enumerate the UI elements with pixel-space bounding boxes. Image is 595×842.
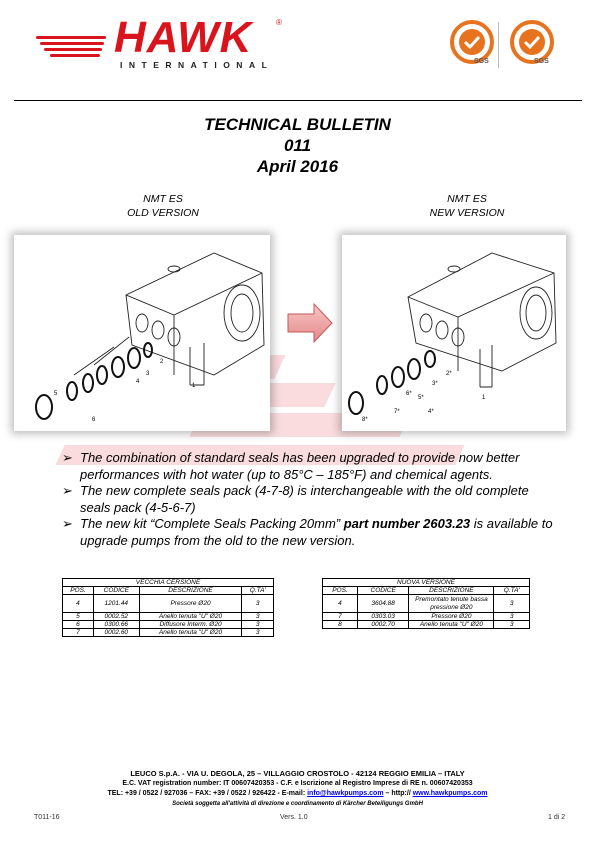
col-header: Q.TA' xyxy=(242,587,274,595)
callout-label: 4* xyxy=(428,409,434,415)
callout-label: 8* xyxy=(362,417,368,423)
footer-vat: E.C. VAT registration number: IT 00607420353 - C.F. e Iscrizione al Registro Imprese di RE n. 00607420353 xyxy=(122,780,473,787)
cell: Anello tenuta "U" Ø20 xyxy=(139,629,242,637)
cell: 3 xyxy=(242,629,274,637)
doc-code: T011-16 xyxy=(34,814,60,821)
bullet-item xyxy=(62,450,562,483)
callout-label: 5* xyxy=(418,395,424,401)
website-link[interactable]: www.hawkpumps.com xyxy=(412,790,488,797)
callout-label: 6* xyxy=(406,391,412,397)
new-version-table xyxy=(322,578,530,629)
email-link[interactable]: info@hawkpumps.com xyxy=(307,790,384,797)
bulletin-title: TECHNICAL BULLETIN xyxy=(204,115,391,134)
bullet-item xyxy=(62,483,562,516)
cell: 3 xyxy=(494,613,530,621)
col-header: POS. xyxy=(323,587,358,595)
old-model: NMT ES xyxy=(143,193,183,205)
cell: Anello tenuta "U" Ø20 xyxy=(409,621,494,629)
bullet-arrow-icon: ➢ xyxy=(62,483,73,498)
cell: 1201.44 xyxy=(93,595,139,613)
registered-mark: ® xyxy=(276,18,282,27)
header-rule xyxy=(14,100,582,101)
table-row xyxy=(323,613,530,621)
bullet-item xyxy=(62,516,562,549)
upgrade-arrow-icon xyxy=(286,302,334,344)
table-caption: VECCHIA CERSIONE xyxy=(63,579,274,587)
old-version-caption xyxy=(88,192,238,220)
bullet-text: The combination of standard seals has been upgraded to provide now better performances with hot water (up to 85°C – 185°F) and chemical agents. xyxy=(80,450,520,482)
badge-divider xyxy=(498,22,499,68)
cell: 3 xyxy=(494,621,530,629)
iso-cert-badge-2 xyxy=(506,18,558,68)
callout-label: 5 xyxy=(54,391,58,397)
cell: 3 xyxy=(242,613,274,621)
cell: Diffusore Interm. Ø20 xyxy=(139,621,242,629)
callout-label: 2* xyxy=(446,371,452,377)
cell: 4 xyxy=(63,595,94,613)
callout-label: 6 xyxy=(92,417,96,423)
callout-label: 1 xyxy=(192,383,196,389)
cell: 7 xyxy=(323,613,358,621)
speed-lines-graphic xyxy=(36,36,110,60)
col-header: POS. xyxy=(63,587,94,595)
callout-label: 1 xyxy=(482,395,486,401)
bullet-list xyxy=(62,450,562,549)
iso-cert-badge-1 xyxy=(446,18,498,68)
cell: 3 xyxy=(242,595,274,613)
col-header: CODICE xyxy=(93,587,139,595)
cell: 7 xyxy=(63,629,94,637)
cell: 8 xyxy=(323,621,358,629)
table-caption: NUOVA VERSIONE xyxy=(323,579,530,587)
hawk-logo xyxy=(36,14,286,72)
col-header: DESCRIZIONE xyxy=(139,587,242,595)
bulletin-number: 011 xyxy=(283,136,312,155)
bullet-text: The new kit “Complete Seals Packing 20mm” xyxy=(80,516,344,531)
callout-label: 3 xyxy=(146,371,150,377)
old-pump-drawing xyxy=(14,235,270,431)
new-version-caption xyxy=(392,192,542,220)
sgs-label: SGS xyxy=(474,58,489,65)
new-model: NMT ES xyxy=(447,193,487,205)
bullet-text: The new complete seals pack (4-7-8) is interchangeable with the old complete seals pack (4-5-6-7) xyxy=(80,483,529,515)
table-row xyxy=(63,595,274,613)
table-row xyxy=(323,621,530,629)
cell: Pressore Ø20 xyxy=(139,595,242,613)
page-number: 1 di 2 xyxy=(548,814,566,821)
old-label: OLD VERSION xyxy=(127,207,199,219)
part-number: part number 2603.23 xyxy=(343,516,471,531)
cell: Pressore Ø20 xyxy=(409,613,494,621)
cell: Premontato tenute bassa pressione Ø20 xyxy=(409,595,494,613)
cell: 0300.66 xyxy=(93,621,139,629)
callout-label: 7* xyxy=(394,409,400,415)
table-row xyxy=(63,621,274,629)
callout-label: 3* xyxy=(432,381,438,387)
cell: 3604.88 xyxy=(357,595,408,613)
cell: Anello tenuta "U" Ø20 xyxy=(139,613,242,621)
certification-icon xyxy=(446,18,498,68)
footer-phone: TEL: +39 / 0522 / 927036 – FAX: +39 / 0522 / 926422 - E-mail: xyxy=(107,790,308,797)
new-label: NEW VERSION xyxy=(429,207,505,219)
col-header: DESCRIZIONE xyxy=(409,587,494,595)
col-header: Q.TA' xyxy=(494,587,530,595)
footer-http: – http:// xyxy=(383,790,413,797)
sgs-label: SGS xyxy=(534,58,549,65)
doc-version: Vers. 1.0 xyxy=(280,814,308,821)
bulletin-date: April 2016 xyxy=(256,157,339,176)
logo-wordmark: HAWK xyxy=(114,13,253,62)
table-row xyxy=(323,595,530,613)
footer-company: LEUCO S.p.A. - VIA U. DEGOLA, 25 – VILLAGGIO CROSTOLO - 42124 REGGIO EMILIA – ITALY xyxy=(130,769,465,778)
pump-exploded-view xyxy=(14,235,270,431)
cell: 0303.03 xyxy=(357,613,408,621)
bullet-text: is available to upgrade pumps from the old to the new version. xyxy=(80,516,553,548)
cell: 4 xyxy=(323,595,358,613)
footer-parent-company: Società soggetta all'attività di direzione e coordinamento di Kärcher Beteiligungs GmbH xyxy=(172,801,423,807)
bullet-arrow-icon: ➢ xyxy=(62,516,73,531)
col-header: CODICE xyxy=(357,587,408,595)
bullet-arrow-icon: ➢ xyxy=(62,450,73,465)
pump-exploded-view xyxy=(342,235,566,431)
callout-label: 2 xyxy=(160,359,164,365)
cell: 0002.70 xyxy=(357,621,408,629)
cell: 0002.60 xyxy=(93,629,139,637)
new-pump-drawing xyxy=(342,235,566,431)
logo-subtitle: INTERNATIONAL xyxy=(120,60,274,70)
table-row xyxy=(63,613,274,621)
cell: 0002.52 xyxy=(93,613,139,621)
cell: 5 xyxy=(63,613,94,621)
table-row xyxy=(63,629,274,637)
old-version-table xyxy=(62,578,274,637)
cell: 6 xyxy=(63,621,94,629)
certification-icon xyxy=(506,18,558,68)
footer-contacts xyxy=(0,789,595,799)
callout-label: 4 xyxy=(136,379,140,385)
cell: 3 xyxy=(494,595,530,613)
cell: 3 xyxy=(242,621,274,629)
